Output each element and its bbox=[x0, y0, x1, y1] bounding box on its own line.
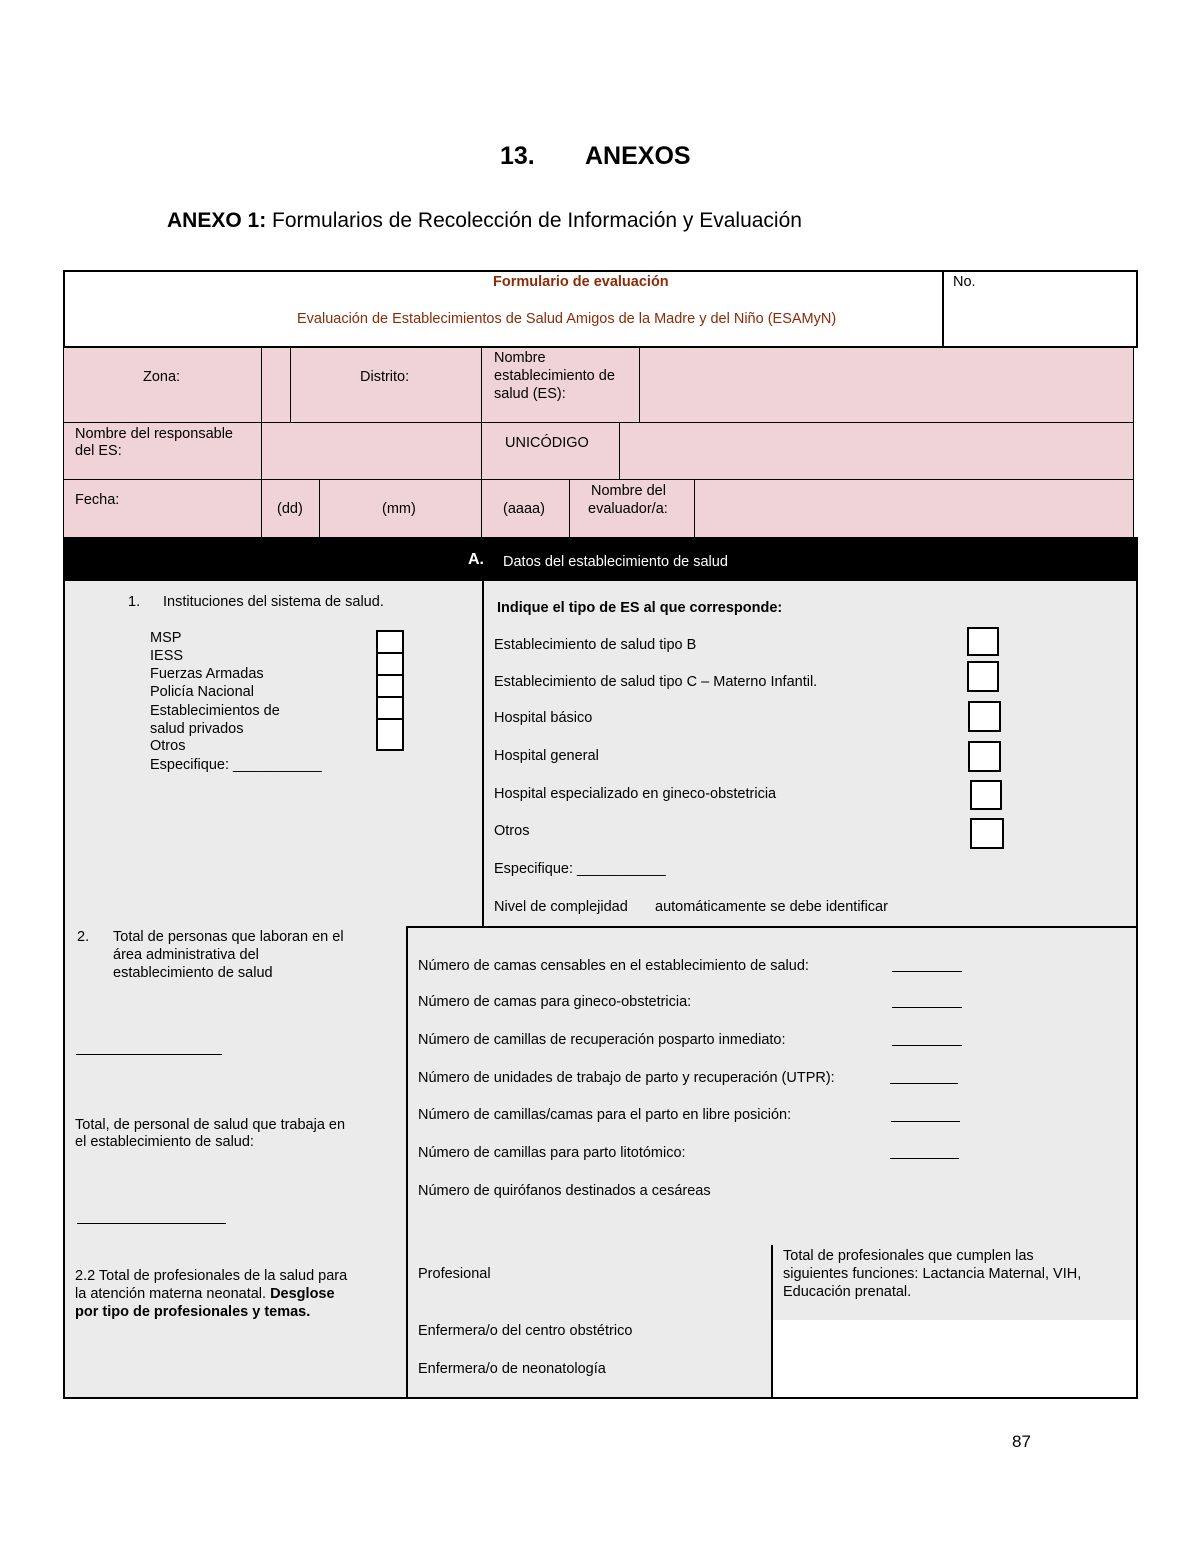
checkbox-es-type-c[interactable] bbox=[967, 661, 999, 692]
fecha-label: Fecha: bbox=[75, 492, 120, 508]
row-obstetrico-input-cell[interactable] bbox=[771, 1320, 1138, 1361]
staff-admin-blank[interactable] bbox=[76, 1054, 222, 1055]
checkbox-es-type-especializado[interactable] bbox=[970, 780, 1002, 810]
zona-input-cell[interactable] bbox=[261, 347, 292, 424]
professional-header-cell bbox=[406, 1245, 773, 1322]
institution-specify: Especifique: ___________ bbox=[150, 757, 322, 773]
nombre-es-label-1: Nombre bbox=[494, 350, 546, 366]
col-total-2: siguientes funciones: Lactancia Maternal, VIH, bbox=[783, 1266, 1082, 1282]
checkbox-es-type-otros[interactable] bbox=[970, 818, 1004, 849]
institution-privados-1: Establecimientos de bbox=[150, 703, 280, 719]
staff-health-blank[interactable] bbox=[77, 1223, 226, 1224]
col-total-3: Educación prenatal. bbox=[783, 1284, 912, 1300]
staff-health-label-1: Total, de personal de salud que trabaja en bbox=[75, 1117, 346, 1133]
bed-blank-gineco[interactable] bbox=[892, 1007, 962, 1008]
bed-blank-utpr[interactable] bbox=[890, 1083, 958, 1084]
es-type-otros: Otros bbox=[494, 823, 530, 839]
form-number-label: No. bbox=[953, 274, 976, 290]
fecha-label-cell bbox=[63, 479, 263, 539]
row-neonatologia: Enfermera/o de neonatología bbox=[418, 1361, 606, 1377]
section-number: 13. bbox=[500, 142, 535, 170]
institutions-heading-num: 1. bbox=[128, 594, 141, 610]
professionals-label-2: la atención materna neonatal. Desglose bbox=[75, 1286, 335, 1302]
es-type-specify: Especifique: ___________ bbox=[494, 861, 666, 877]
form-title: Formulario de evaluación bbox=[493, 274, 669, 290]
fecha-aaaa-label: (aaaa) bbox=[503, 501, 545, 517]
es-type-heading: Indique el tipo de ES al que corresponde: bbox=[497, 600, 783, 616]
responsable-label-2: del ES: bbox=[75, 443, 122, 459]
es-type-b: Establecimiento de salud tipo B bbox=[494, 637, 697, 653]
distrito-label: Distrito: bbox=[360, 369, 410, 385]
bed-item-libre: Número de camillas/camas para el parto en libre posición: bbox=[418, 1107, 792, 1123]
bed-item-censables: Número de camas censables en el establecimiento de salud: bbox=[418, 958, 809, 974]
annex-text: Formularios de Recolección de Información y Evaluación bbox=[272, 209, 802, 232]
bed-item-gineco: Número de camas para gineco-obstetricia: bbox=[418, 994, 692, 1010]
checkbox-privados[interactable] bbox=[376, 718, 404, 751]
complexity-label: Nivel de complejidad bbox=[494, 899, 628, 915]
institution-policia: Policía Nacional bbox=[150, 684, 254, 700]
evaluador-label-1: Nombre del bbox=[591, 483, 666, 499]
row-neonatologia-input-cell[interactable] bbox=[771, 1359, 1138, 1399]
checkbox-ffaa[interactable] bbox=[376, 674, 404, 698]
annex-title bbox=[167, 208, 802, 234]
form-subtitle: Evaluación de Establecimientos de Salud Amigos de la Madre y del Niño (ESAMyN) bbox=[297, 311, 837, 327]
institution-msp: MSP bbox=[150, 630, 182, 646]
institution-otros: Otros bbox=[150, 738, 186, 754]
institution-privados-2: salud privados bbox=[150, 721, 244, 737]
row-obstetrico: Enfermera/o del centro obstétrico bbox=[418, 1323, 633, 1339]
section-a-letter: A. bbox=[468, 551, 484, 568]
bed-item-quirofanos: Número de quirófanos destinados a cesáreas bbox=[418, 1183, 711, 1199]
unicodigo-input-cell[interactable] bbox=[619, 422, 1134, 481]
nombre-es-label-2: establecimiento de bbox=[494, 368, 615, 384]
section-a-title: Datos del establecimiento de salud bbox=[503, 554, 728, 570]
bed-blank-posparto[interactable] bbox=[892, 1045, 962, 1046]
evaluador-label-2: evaluador/a: bbox=[588, 501, 668, 517]
checkbox-policia[interactable] bbox=[376, 696, 404, 720]
staff-admin-label-3: establecimiento de salud bbox=[113, 965, 273, 981]
staff-num: 2. bbox=[77, 929, 90, 945]
zona-label: Zona: bbox=[143, 369, 181, 385]
bed-item-litotomico: Número de camillas para parto litotómico: bbox=[418, 1145, 686, 1161]
professionals-label-3: por tipo de profesionales y temas. bbox=[75, 1304, 311, 1320]
checkbox-es-type-general[interactable] bbox=[968, 741, 1001, 772]
es-type-general: Hospital general bbox=[494, 748, 599, 764]
fecha-mm-label: (mm) bbox=[382, 501, 416, 517]
bed-blank-litotomico[interactable] bbox=[890, 1158, 959, 1159]
checkbox-msp[interactable] bbox=[376, 630, 404, 654]
checkbox-es-type-b[interactable] bbox=[967, 627, 999, 656]
es-type-c: Establecimiento de salud tipo C – Materno Infantil. bbox=[494, 674, 818, 690]
bed-item-posparto: Número de camillas de recuperación posparto inmediato: bbox=[418, 1032, 786, 1048]
staff-admin-label-2: área administrativa del bbox=[113, 947, 259, 963]
nombre-es-input-cell[interactable] bbox=[639, 347, 1134, 424]
responsable-label-1: Nombre del responsable bbox=[75, 426, 233, 442]
checkbox-es-type-basico[interactable] bbox=[968, 701, 1001, 732]
responsable-input-cell[interactable] bbox=[261, 422, 483, 481]
annex-prefix: ANEXO 1: bbox=[167, 209, 267, 232]
professionals-label-1: 2.2 Total de profesionales de la salud para bbox=[75, 1268, 348, 1284]
page-number: 87 bbox=[1012, 1432, 1031, 1451]
col-profesional: Profesional bbox=[418, 1266, 491, 1282]
fecha-dd-label: (dd) bbox=[277, 501, 303, 517]
bed-blank-libre[interactable] bbox=[891, 1121, 960, 1122]
staff-admin-label-1: Total de personas que laboran en el bbox=[113, 929, 344, 945]
es-type-basico: Hospital básico bbox=[494, 710, 593, 726]
es-type-especializado: Hospital especializado en gineco-obstetricia bbox=[494, 786, 777, 802]
section-title: ANEXOS bbox=[585, 142, 691, 170]
evaluador-input-cell[interactable] bbox=[694, 479, 1134, 539]
unicodigo-label: UNICÓDIGO bbox=[505, 435, 589, 451]
nombre-es-label-3: salud (ES): bbox=[494, 386, 566, 402]
institution-iess: IESS bbox=[150, 648, 184, 664]
institutions-cell bbox=[63, 581, 484, 928]
col-total-1: Total de profesionales que cumplen las bbox=[783, 1248, 1034, 1264]
bed-item-utpr: Número de unidades de trabajo de parto y recuperación (UTPR): bbox=[418, 1070, 835, 1086]
staff-health-label-2: el establecimiento de salud: bbox=[75, 1134, 254, 1150]
complexity-note: automáticamente se debe identificar bbox=[655, 899, 888, 915]
institutions-heading: Instituciones del sistema de salud. bbox=[163, 594, 384, 610]
bed-blank-censables[interactable] bbox=[892, 971, 962, 972]
checkbox-iess[interactable] bbox=[376, 652, 404, 676]
institution-ffaa: Fuerzas Armadas bbox=[150, 666, 264, 682]
